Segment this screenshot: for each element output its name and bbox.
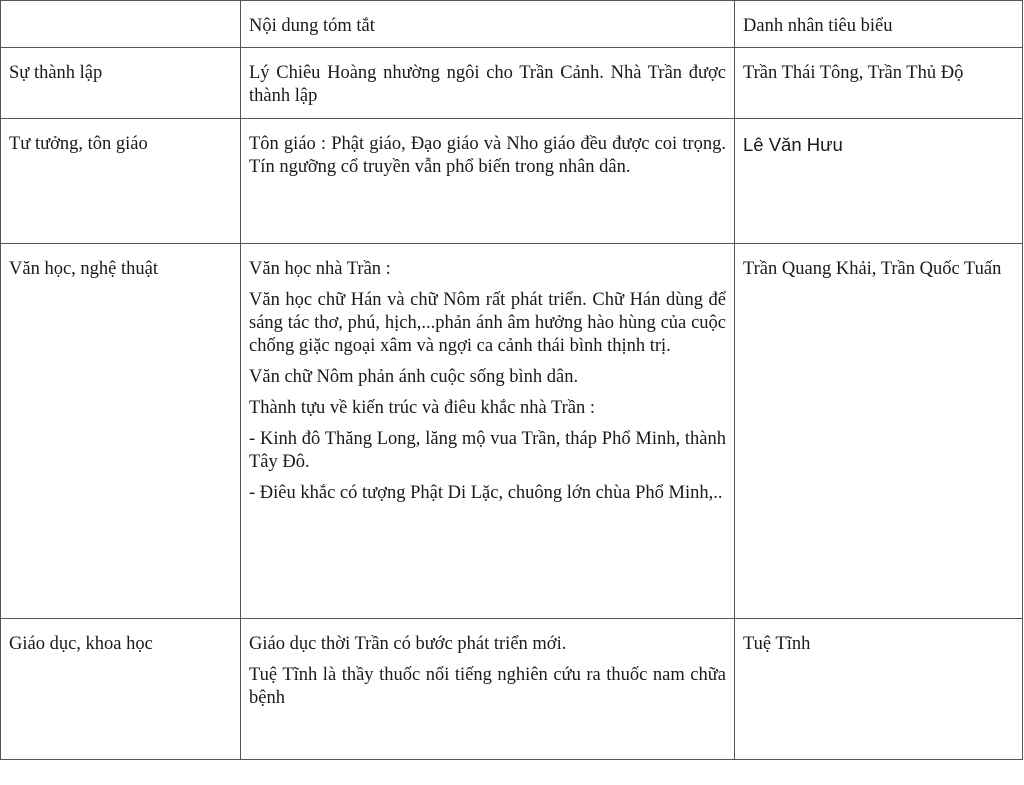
category-cell: Văn học, nghệ thuật	[1, 244, 241, 619]
header-cell-category	[1, 1, 241, 48]
content-paragraph: Văn học nhà Trần :	[249, 259, 391, 279]
category-cell: Sự thành lập	[1, 48, 241, 119]
figures-cell: Trần Quang Khải, Trần Quốc Tuấn	[735, 244, 1023, 619]
header-cell-content: Nội dung tóm tắt	[241, 1, 735, 48]
figures-cell: Tuệ Tĩnh	[735, 619, 1023, 760]
content-cell	[241, 48, 735, 119]
table-row	[1, 244, 1023, 619]
figures-cell: Trần Thái Tông, Trần Thủ Độ	[735, 48, 1023, 119]
table-row	[1, 119, 1023, 244]
figures-cell: Lê Văn Hưu	[735, 119, 1023, 244]
table-row	[1, 619, 1023, 760]
table-row	[1, 48, 1023, 119]
category-cell: Tư tưởng, tôn giáo	[1, 119, 241, 244]
header-row	[1, 1, 1023, 48]
content-cell	[241, 619, 735, 760]
content-paragraph: Thành tựu về kiến trúc và điêu khắc nhà Trần :	[249, 398, 596, 418]
content-paragraph: - Kinh đô Thăng Long, lăng mộ vua Trần, tháp Phổ Minh, thành Tây Đô.	[249, 429, 726, 472]
category-cell: Giáo dục, khoa học	[1, 619, 241, 760]
content-cell	[241, 244, 735, 619]
content-paragraph: Tuệ Tĩnh là thầy thuốc nổi tiếng nghiên cứu ra thuốc nam chữa bệnh	[249, 665, 726, 708]
content-paragraph: Giáo dục thời Trần có bước phát triển mới.	[249, 634, 567, 654]
header-cell-figures: Danh nhân tiêu biểu	[735, 1, 1023, 48]
content-paragraph: Lý Chiêu Hoàng nhường ngôi cho Trần Cảnh. Nhà Trần được thành lập	[249, 63, 726, 106]
content-paragraph: - Điêu khắc có tượng Phật Di Lặc, chuông lớn chùa Phổ Minh,..	[249, 483, 723, 503]
content-paragraph: Tôn giáo : Phật giáo, Đạo giáo và Nho giáo đều được coi trọng. Tín ngưỡng cổ truyền vẫn phổ biến trong nhân dân.	[249, 134, 726, 177]
content-cell	[241, 119, 735, 244]
content-paragraph: Văn chữ Nôm phản ánh cuộc sống bình dân.	[249, 367, 579, 387]
content-paragraph: Văn học chữ Hán và chữ Nôm rất phát triển. Chữ Hán dùng để sáng tác thơ, phú, hịch,...phản ánh âm hưởng hào hùng của cuộc chống giặc ngoại xâm và ngợi ca cảnh thái bình thịnh trị.	[249, 290, 726, 356]
